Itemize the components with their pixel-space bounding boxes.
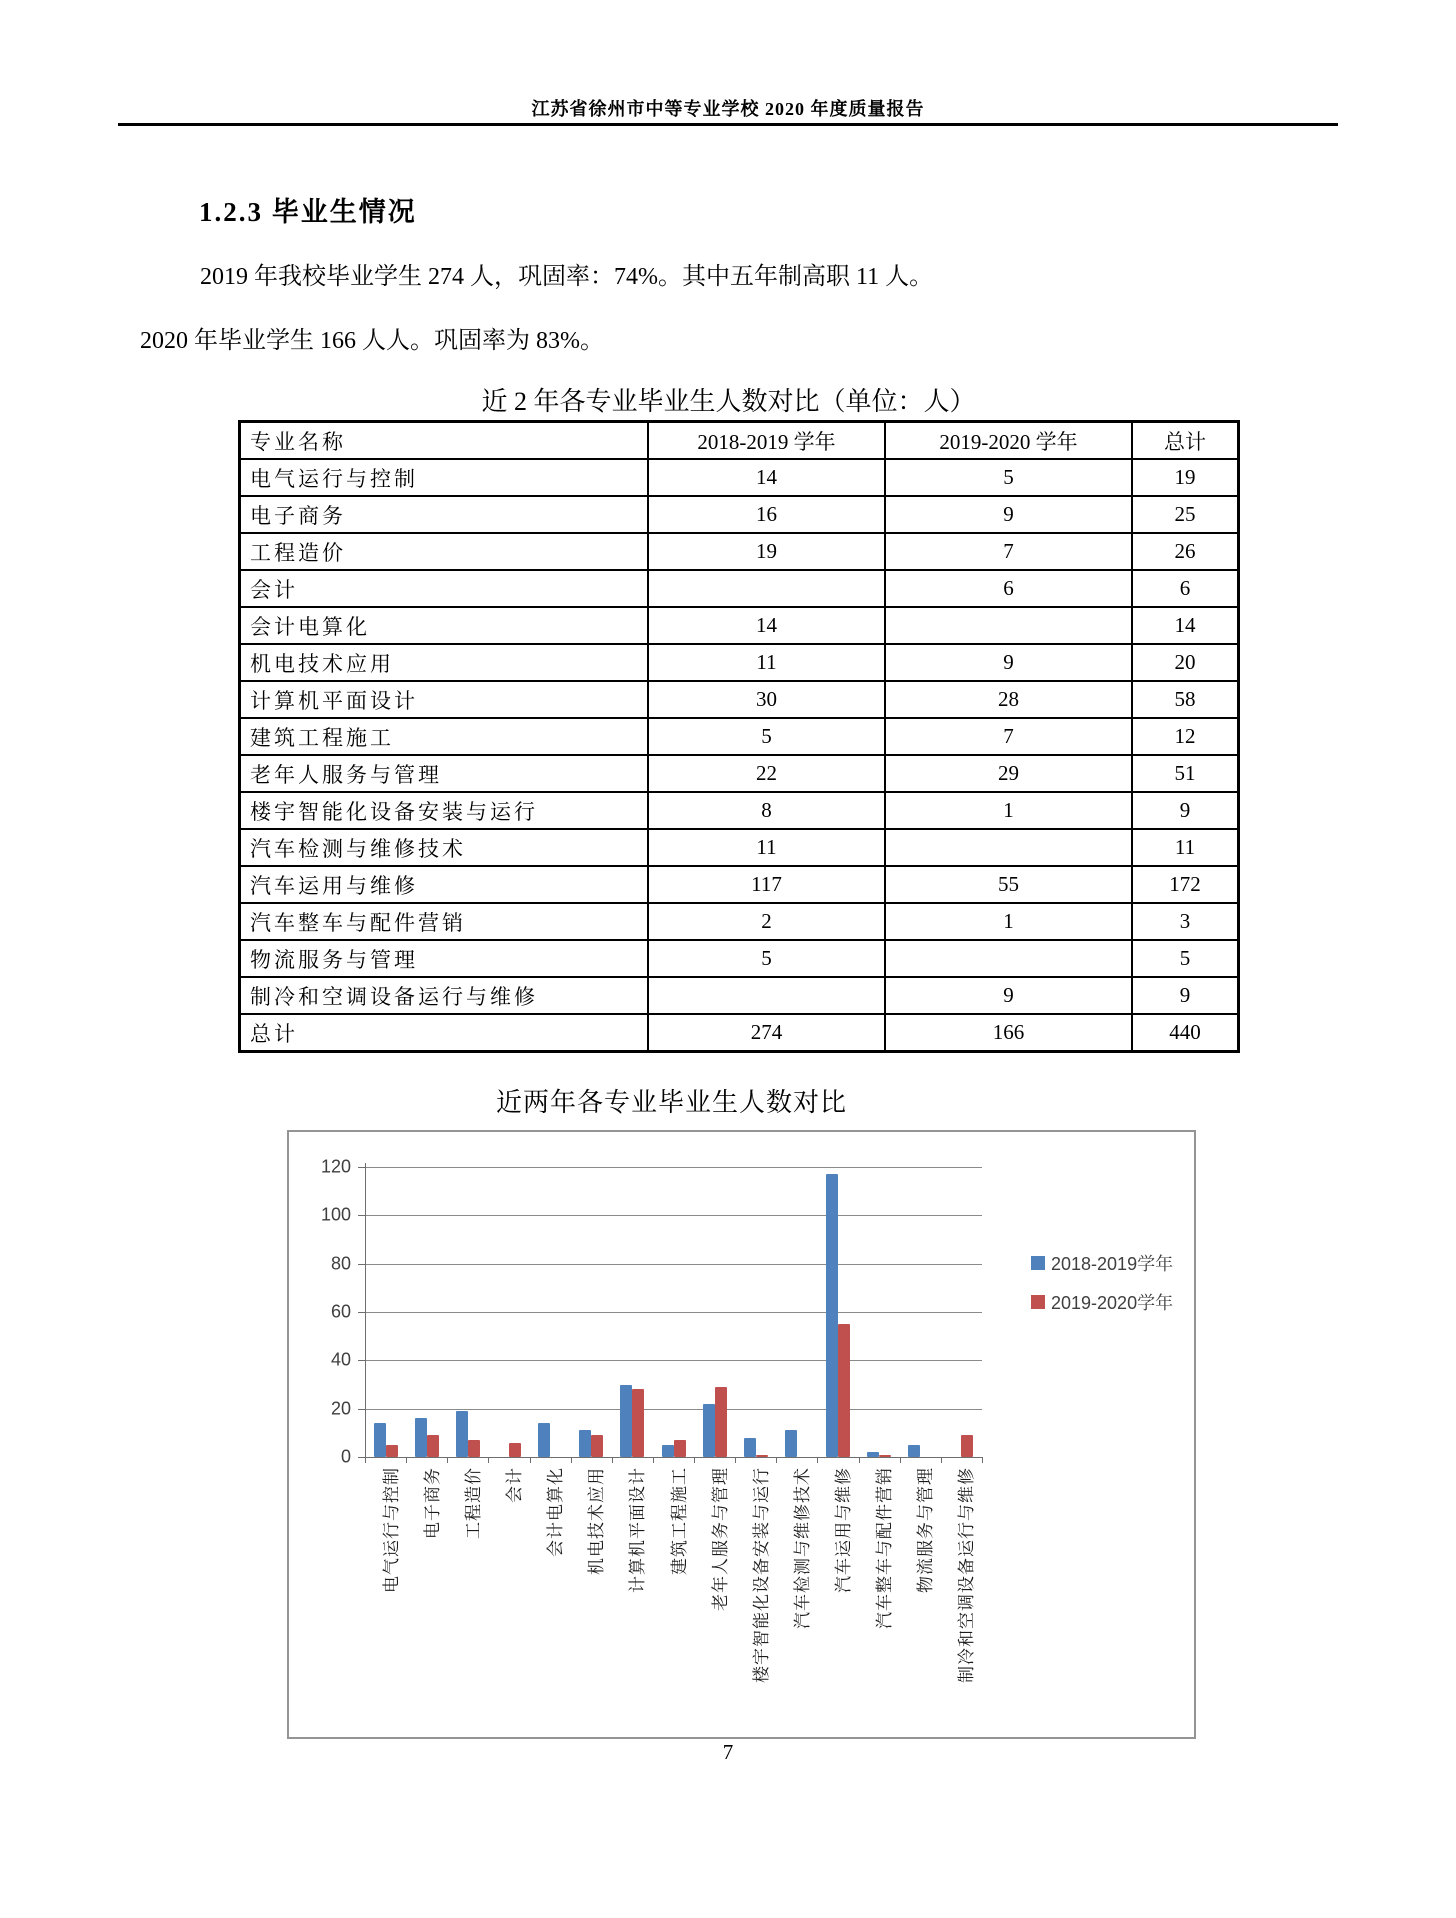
table-cell-value: 440	[1132, 1014, 1239, 1052]
table-cell-value: 1	[885, 792, 1132, 829]
table-cell-value: 117	[648, 866, 885, 903]
bar-series1	[867, 1452, 879, 1457]
legend-item	[1031, 1250, 1173, 1276]
table-cell-value: 7	[885, 718, 1132, 755]
x-category-label: 汽车检测与维修技术	[792, 1467, 812, 1629]
bar-series1	[456, 1411, 468, 1457]
table-cell-value: 11	[1132, 829, 1239, 866]
legend-swatch	[1031, 1295, 1045, 1309]
y-axis-tick	[358, 1167, 365, 1168]
table-row	[240, 977, 1239, 1014]
category-tick	[612, 1457, 613, 1463]
bar-chart	[287, 1130, 1196, 1739]
y-tick-label: 80	[330, 1253, 351, 1274]
table-cell-value: 14	[648, 607, 885, 644]
y-tick-label: 120	[320, 1156, 351, 1177]
table-cell-major: 老年人服务与管理	[240, 755, 649, 792]
x-category-label: 物流服务与管理	[916, 1467, 936, 1593]
table-header-cell: 2019-2020 学年	[885, 422, 1132, 460]
grid-line	[365, 1409, 982, 1410]
bar-series1	[662, 1445, 674, 1457]
table-cell-major: 电气运行与控制	[240, 459, 649, 496]
chart-title: 近两年各专业毕业生人数对比	[495, 1088, 847, 1117]
bar-series2	[756, 1455, 768, 1457]
table-cell-major: 制冷和空调设备运行与维修	[240, 977, 649, 1014]
table-cell-value	[648, 570, 885, 607]
table-cell-value: 9	[1132, 792, 1239, 829]
bar-series1	[703, 1404, 715, 1457]
table-cell-major: 电子商务	[240, 496, 649, 533]
y-tick-label: 0	[340, 1446, 351, 1467]
table-cell-value	[885, 607, 1132, 644]
table-cell-value: 5	[648, 940, 885, 977]
category-tick	[365, 1457, 366, 1463]
table-row	[240, 940, 1239, 977]
graduates-table	[238, 420, 1240, 1053]
bar-series2	[427, 1435, 439, 1457]
table-cell-value: 5	[648, 718, 885, 755]
section-heading: 1.2.3 毕业生情况	[199, 197, 417, 227]
table-cell-major: 会计	[240, 570, 649, 607]
table-cell-value: 6	[885, 570, 1132, 607]
category-tick	[776, 1457, 777, 1463]
paragraph-line-2: 2020 年毕业学生 166 人人。巩固率为 83%。	[140, 328, 604, 354]
table-cell-value: 5	[1132, 940, 1239, 977]
x-category-label: 制冷和空调设备运行与维修	[957, 1467, 977, 1683]
chart-legend	[1031, 1250, 1173, 1328]
table-row	[240, 644, 1239, 681]
bar-series1	[908, 1445, 920, 1457]
page-header-title: 江苏省徐州市中等专业学校 2020 年度质量报告	[531, 99, 925, 119]
paragraph-line-1: 2019 年我校毕业学生 274 人，巩固率：74%。其中五年制高职 11 人。	[200, 264, 934, 290]
bar-series1	[744, 1438, 756, 1457]
table-cell-value: 55	[885, 866, 1132, 903]
table-row	[240, 496, 1239, 533]
table-cell-value: 12	[1132, 718, 1239, 755]
table-cell-value: 30	[648, 681, 885, 718]
bar-series2	[674, 1440, 686, 1457]
table-row	[240, 681, 1239, 718]
bar-series1	[579, 1430, 591, 1457]
category-tick	[982, 1457, 983, 1463]
table-cell-value: 1	[885, 903, 1132, 940]
y-tick-label: 20	[330, 1398, 351, 1419]
table-cell-value: 3	[1132, 903, 1239, 940]
bar-series1	[415, 1418, 427, 1457]
y-tick-label: 100	[320, 1204, 351, 1225]
bar-series2	[632, 1389, 644, 1457]
table-cell-value: 19	[1132, 459, 1239, 496]
table-cell-value: 11	[648, 644, 885, 681]
x-category-label: 楼宇智能化设备安装与运行	[751, 1467, 771, 1683]
table-cell-major: 物流服务与管理	[240, 940, 649, 977]
table-row	[240, 829, 1239, 866]
x-category-label: 建筑工程施工	[669, 1467, 689, 1575]
category-tick	[735, 1457, 736, 1463]
table-row	[240, 866, 1239, 903]
legend-label: 2019-2020学年	[1051, 1293, 1174, 1313]
bar-series2	[591, 1435, 603, 1457]
table-header-row	[240, 422, 1239, 460]
table-cell-major: 汽车整车与配件营销	[240, 903, 649, 940]
table-header-cell: 专业名称	[240, 422, 649, 460]
table-cell-value: 8	[648, 792, 885, 829]
category-tick	[859, 1457, 860, 1463]
grid-line	[365, 1215, 982, 1216]
category-tick	[530, 1457, 531, 1463]
table-cell-major: 楼宇智能化设备安装与运行	[240, 792, 649, 829]
table-cell-value: 11	[648, 829, 885, 866]
x-category-label: 老年人服务与管理	[710, 1467, 730, 1611]
grid-line	[365, 1312, 982, 1313]
y-axis-tick	[358, 1409, 365, 1410]
table-cell-value: 16	[648, 496, 885, 533]
category-tick	[900, 1457, 901, 1463]
table-row	[240, 1014, 1239, 1052]
table-cell-value	[648, 977, 885, 1014]
bar-series2	[509, 1443, 521, 1458]
x-category-label: 会计电算化	[546, 1467, 566, 1557]
x-category-label: 汽车整车与配件营销	[875, 1467, 895, 1629]
bar-series1	[374, 1423, 386, 1457]
table-cell-major: 汽车检测与维修技术	[240, 829, 649, 866]
x-axis-line	[365, 1457, 982, 1458]
table-cell-value: 29	[885, 755, 1132, 792]
x-category-label: 会计	[504, 1467, 524, 1503]
y-axis-tick	[358, 1312, 365, 1313]
table-cell-value: 2	[648, 903, 885, 940]
table-row	[240, 755, 1239, 792]
table-row	[240, 459, 1239, 496]
table-cell-value: 9	[885, 496, 1132, 533]
table-cell-value: 28	[885, 681, 1132, 718]
table-cell-major: 会计电算化	[240, 607, 649, 644]
table-cell-value: 26	[1132, 533, 1239, 570]
x-category-label: 汽车运用与维修	[834, 1467, 854, 1593]
category-tick	[488, 1457, 489, 1463]
table-cell-value: 19	[648, 533, 885, 570]
table-cell-value: 14	[648, 459, 885, 496]
bar-series2	[879, 1455, 891, 1457]
table-cell-value: 22	[648, 755, 885, 792]
category-tick	[694, 1457, 695, 1463]
table-cell-major: 建筑工程施工	[240, 718, 649, 755]
table-cell-major: 工程造价	[240, 533, 649, 570]
table-header-cell: 2018-2019 学年	[648, 422, 885, 460]
y-axis-tick	[358, 1457, 365, 1458]
table-title: 近 2 年各专业毕业生人数对比（单位：人）	[481, 387, 976, 416]
x-category-label: 电气运行与控制	[381, 1467, 401, 1593]
legend-swatch	[1031, 1256, 1045, 1270]
table-cell-value: 166	[885, 1014, 1132, 1052]
y-axis-tick	[358, 1264, 365, 1265]
table-cell-value	[885, 829, 1132, 866]
y-tick-label: 60	[330, 1301, 351, 1322]
x-category-label: 电子商务	[422, 1467, 442, 1539]
bar-series2	[386, 1445, 398, 1457]
y-axis-tick	[358, 1215, 365, 1216]
table-cell-major: 汽车运用与维修	[240, 866, 649, 903]
table-row	[240, 792, 1239, 829]
category-tick	[447, 1457, 448, 1463]
y-tick-label: 40	[330, 1349, 351, 1370]
x-category-label: 工程造价	[463, 1467, 483, 1539]
x-category-label: 计算机平面设计	[628, 1467, 648, 1593]
category-tick	[941, 1457, 942, 1463]
page-number: 7	[722, 1740, 734, 1764]
legend-label: 2018-2019学年	[1051, 1254, 1174, 1274]
bar-series1	[826, 1174, 838, 1457]
bar-series1	[620, 1385, 632, 1458]
table-cell-major: 机电技术应用	[240, 644, 649, 681]
table-header-cell: 总计	[1132, 422, 1239, 460]
table-cell-value: 6	[1132, 570, 1239, 607]
table-body	[240, 459, 1239, 1052]
table-cell-value: 20	[1132, 644, 1239, 681]
table-row	[240, 903, 1239, 940]
grid-line	[365, 1360, 982, 1361]
table-cell-value: 7	[885, 533, 1132, 570]
table-cell-major: 总计	[240, 1014, 649, 1052]
table-cell-value: 5	[885, 459, 1132, 496]
table-cell-value: 58	[1132, 681, 1239, 718]
category-tick	[653, 1457, 654, 1463]
bar-series2	[715, 1387, 727, 1457]
category-tick	[571, 1457, 572, 1463]
table-row	[240, 533, 1239, 570]
table-cell-value: 14	[1132, 607, 1239, 644]
table-row	[240, 718, 1239, 755]
x-category-label: 机电技术应用	[587, 1467, 607, 1575]
category-tick	[406, 1457, 407, 1463]
table-cell-value: 9	[1132, 977, 1239, 1014]
bar-series2	[961, 1435, 973, 1457]
bar-series2	[838, 1324, 850, 1457]
table-cell-value: 9	[885, 644, 1132, 681]
bar-series2	[468, 1440, 480, 1457]
y-axis-line	[365, 1163, 366, 1457]
header-rule	[118, 123, 1338, 126]
category-tick	[817, 1457, 818, 1463]
grid-line	[365, 1264, 982, 1265]
grid-line	[365, 1167, 982, 1168]
table-row	[240, 570, 1239, 607]
table-cell-major: 计算机平面设计	[240, 681, 649, 718]
table-head	[240, 422, 1239, 460]
bar-series1	[785, 1430, 797, 1457]
table-cell-value	[885, 940, 1132, 977]
table-cell-value: 172	[1132, 866, 1239, 903]
bar-series1	[538, 1423, 550, 1457]
table-cell-value: 9	[885, 977, 1132, 1014]
y-axis-tick	[358, 1360, 365, 1361]
legend-item	[1031, 1289, 1173, 1315]
table-cell-value: 51	[1132, 755, 1239, 792]
table-cell-value: 274	[648, 1014, 885, 1052]
table-row	[240, 607, 1239, 644]
table-cell-value: 25	[1132, 496, 1239, 533]
